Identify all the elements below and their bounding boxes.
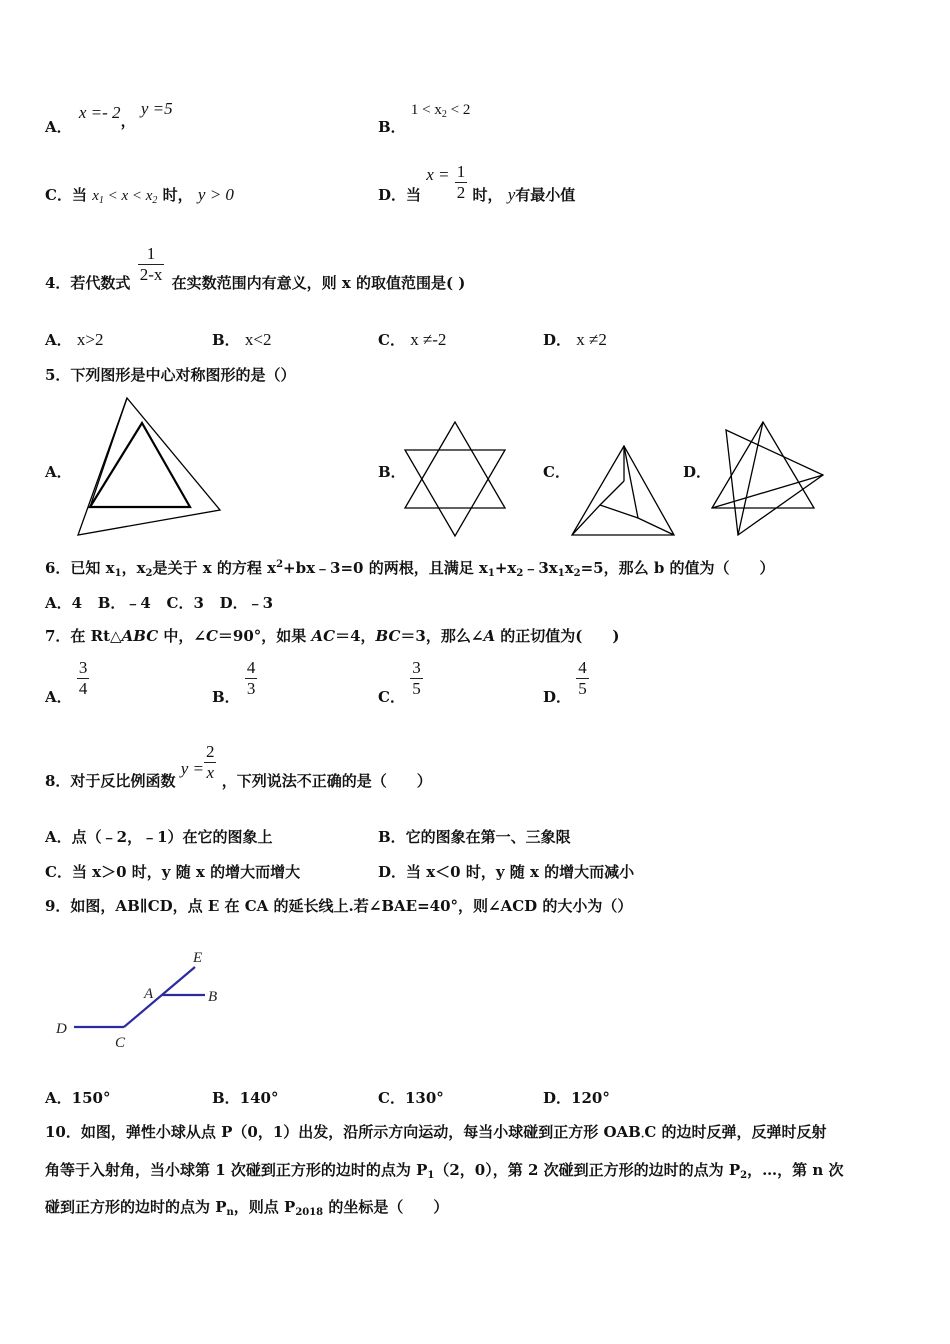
figure-b-up-triangle xyxy=(405,422,505,508)
subscript: 1 xyxy=(114,568,122,579)
subscript: 2 xyxy=(145,568,153,579)
option-label: C． xyxy=(378,331,405,349)
stem-text: 的正切值为( ) xyxy=(495,627,620,645)
q8-option-b[interactable]: B．它的图象在第一、三象限 xyxy=(378,828,571,846)
q9-option-b[interactable]: B．140° xyxy=(212,1089,279,1107)
fraction xyxy=(204,742,217,783)
subscript: 2 xyxy=(573,568,581,579)
q8-option-d[interactable]: D．当 x＜0 时，y 随 x 的增大而减小 xyxy=(378,863,635,881)
figure-d-triangle-2 xyxy=(726,430,823,535)
stem-text: ＝90°，如果 xyxy=(217,627,312,645)
option-value: x ≠2 xyxy=(576,330,607,349)
q3-option-b[interactable] xyxy=(378,102,471,136)
q5-figure-b[interactable] xyxy=(403,420,508,538)
q5-option-c-label[interactable]: C． xyxy=(543,463,570,481)
label-a: A xyxy=(144,986,154,1002)
fraction xyxy=(77,658,90,699)
q4-option-d[interactable] xyxy=(543,329,607,350)
label-b: B xyxy=(208,989,218,1005)
stem-text: 在实数范围内有意义，则 x 的取值范围是( ) xyxy=(171,274,466,292)
math-expr xyxy=(92,188,157,204)
q5-figure-a[interactable] xyxy=(70,395,230,540)
fraction xyxy=(576,658,589,699)
label-d: D xyxy=(56,1021,67,1037)
stem-text: 10．如图，弹性小球从点 P（0，1）出发，沿所示方向运动，每当小球碰到正方形 OAB xyxy=(45,1123,641,1141)
numerator: 3 xyxy=(412,658,421,677)
option-label: B． xyxy=(212,331,240,349)
math-var: BC xyxy=(375,627,401,645)
subscript: 2 xyxy=(441,109,447,120)
text: 时， xyxy=(472,186,503,204)
denominator: x xyxy=(204,762,217,783)
q10-line-1 xyxy=(45,1121,827,1143)
figure-a-outer-triangle xyxy=(78,398,220,535)
figure-a-inner-triangle xyxy=(90,423,190,507)
math-expr: y = xyxy=(180,759,204,778)
q5-figure-c[interactable] xyxy=(568,443,678,538)
stem-text: C 的边时反弹，反弹时反射 xyxy=(644,1123,827,1141)
math-part: 1 < x xyxy=(410,102,442,118)
line-ce xyxy=(124,967,195,1027)
q5-figure-d[interactable] xyxy=(708,420,828,540)
option-value: x>2 xyxy=(76,330,104,349)
text: 时， xyxy=(162,186,193,204)
math-expr: y > 0 xyxy=(197,185,234,204)
stem-text: ，下列说法不正确的是（ ） xyxy=(221,772,432,790)
figure-b-down-triangle xyxy=(405,450,505,536)
option-label: C． xyxy=(378,688,405,706)
math-var: C xyxy=(205,627,218,645)
q4-option-b[interactable] xyxy=(212,329,272,350)
q6-options[interactable]: A．4 B．﹣4 C．3 D．﹣3 xyxy=(45,594,274,612)
subscript: n xyxy=(226,1207,234,1218)
stem-text: 是关于 x 的方程 x xyxy=(152,559,277,577)
denominator: 3 xyxy=(246,679,256,698)
stem-text: 碰到正方形的边时的点为 P xyxy=(45,1198,227,1216)
fraction xyxy=(455,162,468,203)
numerator: 3 xyxy=(78,658,88,677)
fraction xyxy=(410,658,423,699)
option-label: A． xyxy=(45,331,72,349)
figure-c-inner-lines xyxy=(572,446,638,535)
stem-text: 角等于入射角，当小球第 1 次碰到正方形的边时的点为 P xyxy=(45,1161,428,1179)
subscript: 1 xyxy=(557,568,565,579)
subscript: 1 xyxy=(487,568,495,579)
q9-figure xyxy=(50,945,230,1055)
denominator: 5 xyxy=(412,679,421,698)
stem-text: ﹣3x xyxy=(523,559,558,577)
fraction xyxy=(245,658,258,699)
q8-option-c[interactable]: C．当 x＞0 时，y 随 x 的增大而增大 xyxy=(45,863,301,881)
q3-option-a[interactable] xyxy=(45,99,173,136)
option-label: A． xyxy=(45,688,72,706)
stem-text: +x xyxy=(494,559,517,577)
math-expr: x =- 2 xyxy=(78,103,121,122)
stem-text: ，x xyxy=(121,559,146,577)
math-var: y xyxy=(507,185,516,204)
stem-text: ＝4， xyxy=(335,627,376,645)
stem-text: 8．对于反比例函数 xyxy=(45,772,176,790)
q5-option-b-label[interactable]: B． xyxy=(378,463,406,481)
option-value: x ≠-2 xyxy=(410,330,447,349)
q5-option-a-label[interactable]: A． xyxy=(45,463,72,481)
subscript: 2 xyxy=(516,568,524,579)
math-expr xyxy=(411,102,470,118)
q10-line-3 xyxy=(45,1196,448,1218)
label-c: C xyxy=(115,1035,126,1051)
q9-option-a[interactable]: A．150° xyxy=(45,1089,111,1107)
math-part: < 2 xyxy=(446,102,471,118)
option-label: C．当 xyxy=(45,186,87,204)
stem-text: =5，那么 b 的值为（ ） xyxy=(580,559,775,577)
denominator: 5 xyxy=(578,679,587,698)
q8-option-a[interactable]: A．点（﹣2，﹣1）在它的图象上 xyxy=(45,828,273,846)
stem-text: （2，0），第 2 次碰到正方形的边时的点为 P xyxy=(434,1161,741,1179)
stem-text: 4．若代数式 xyxy=(45,274,131,292)
numerator: 1 xyxy=(146,244,156,263)
math-expr: y =5 xyxy=(140,99,173,118)
subscript: 1 xyxy=(98,195,104,206)
numerator: 4 xyxy=(578,658,587,677)
label-e: E xyxy=(193,950,203,966)
subscript: 2018 xyxy=(295,1207,324,1218)
q4-option-c[interactable] xyxy=(378,329,446,350)
figure-c-line xyxy=(600,481,624,505)
q8-stem xyxy=(45,742,432,790)
q6-stem xyxy=(45,557,775,579)
denominator: 2-x xyxy=(139,265,163,284)
q5-option-d-label[interactable]: D． xyxy=(683,463,712,481)
q4-stem xyxy=(45,244,466,292)
stem-text: 6．已知 x xyxy=(45,559,115,577)
stem-text: 中，∠ xyxy=(158,627,206,645)
option-label: D． xyxy=(543,688,572,706)
stem-text: x xyxy=(564,559,574,577)
option-label: A． xyxy=(45,118,72,136)
subscript: 2 xyxy=(740,1170,748,1181)
q3-option-d[interactable] xyxy=(378,162,575,203)
option-label: B． xyxy=(212,688,240,706)
fraction xyxy=(138,244,165,285)
subscript-dot: · xyxy=(640,1132,645,1143)
math-part: x xyxy=(92,188,99,204)
stem-text: ＝3，那么∠ xyxy=(400,627,484,645)
numerator: 2 xyxy=(205,742,215,761)
q5-stem: 5．下列图形是中心对称图形的是（） xyxy=(45,366,296,384)
q7-stem xyxy=(45,625,620,646)
q7-option-b[interactable] xyxy=(212,658,257,706)
denominator: 2 xyxy=(456,183,466,202)
option-label: D． xyxy=(543,331,572,349)
math-part: < x < x xyxy=(103,188,153,204)
option-label: D．当 xyxy=(378,186,422,204)
stem-text: 7．在 Rt△ xyxy=(45,627,122,645)
superscript: 2 xyxy=(276,559,284,570)
subscript: 1 xyxy=(427,1170,435,1181)
q9-stem: 9．如图，AB∥CD，点 E 在 CA 的延长线上.若∠BAE=40°，则∠ACD 的大小为（） xyxy=(45,897,633,915)
numerator: 1 xyxy=(456,162,466,181)
denominator: 4 xyxy=(78,679,88,698)
comma: ， xyxy=(120,112,136,130)
q10-line-2 xyxy=(45,1159,843,1181)
q7-option-d[interactable] xyxy=(543,658,589,706)
math-var: ABC xyxy=(121,627,159,645)
q7-option-c[interactable] xyxy=(378,658,423,706)
subscript: 2 xyxy=(152,195,158,206)
q3-option-c[interactable] xyxy=(45,184,234,206)
stem-text: ，则点 P xyxy=(233,1198,296,1216)
q4-option-a[interactable] xyxy=(45,329,103,350)
q9-option-d[interactable]: D．120° xyxy=(543,1089,610,1107)
figure-d-line xyxy=(738,422,763,535)
math-var: AC xyxy=(311,627,336,645)
stem-text: 的坐标是（ ） xyxy=(323,1198,449,1216)
stem-text: +bx﹣3=0 的两根，且满足 x xyxy=(283,559,488,577)
numerator: 4 xyxy=(246,658,256,677)
math-var: A xyxy=(483,627,496,645)
figure-a-line xyxy=(90,398,127,507)
figure-c-triangle xyxy=(572,446,674,535)
stem-text: ，…，第 n 次 xyxy=(747,1161,844,1179)
q7-option-a[interactable] xyxy=(45,658,89,706)
math-expr: x = xyxy=(426,165,450,184)
text: 有最小值 xyxy=(515,186,576,204)
option-label: B． xyxy=(378,118,406,136)
figure-d-triangle-1 xyxy=(712,422,814,508)
q9-option-c[interactable]: C．130° xyxy=(378,1089,444,1107)
option-value: x<2 xyxy=(244,330,272,349)
